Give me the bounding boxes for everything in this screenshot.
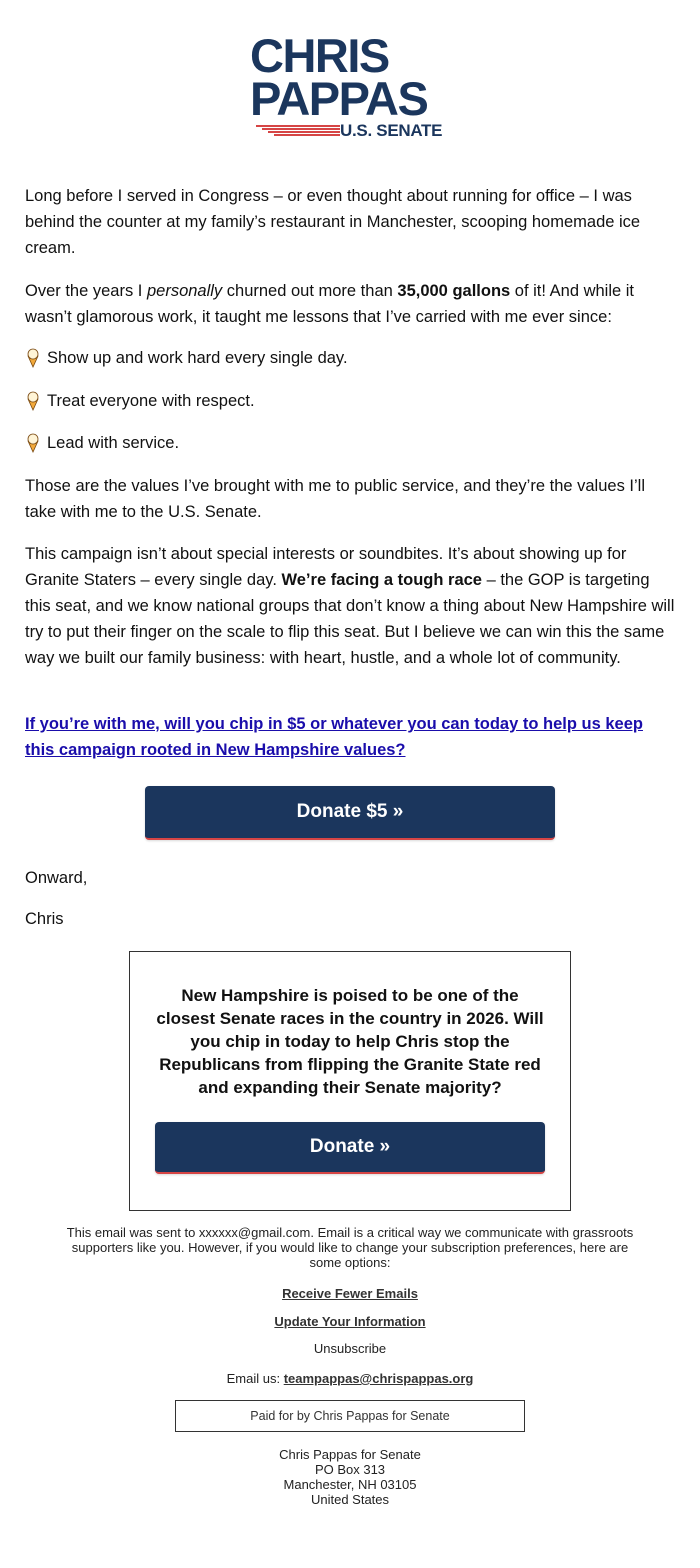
personally-emphasis: personally — [146, 282, 223, 300]
gallons-emphasis: 35,000 gallons — [397, 282, 511, 300]
value-bullet-text: Treat everyone with respect. — [47, 392, 255, 410]
footer-link-row — [60, 1314, 640, 1329]
paragraph-gallons — [25, 278, 675, 330]
donation-appeal-text: New Hampshire is poised to be one of the closest Senate races in the country in 2026. Will you chip in today to help Chris stop the Republicans from flipping the Granite State red and expanding their Senate majority? — [156, 986, 544, 1097]
address-line: United States — [310, 1492, 390, 1507]
donate-5-button[interactable]: Donate $5 » — [145, 786, 555, 840]
value-bullet-text: Show up and work hard every single day. — [47, 349, 348, 367]
unsubscribe-link[interactable]: Unsubscribe — [313, 1341, 387, 1356]
paragraph-gallons-part: of it! And while it wasn’t glamorous work, it taught me lessons that I’ve carried with me ever since: — [25, 282, 635, 326]
donation-appeal-box — [129, 951, 571, 1211]
ice-cream-cone-icon — [25, 433, 41, 453]
donate-button[interactable]: Donate » — [155, 1122, 545, 1174]
campaign-logo — [248, 29, 454, 142]
value-bullet-text: Lead with service. — [47, 434, 180, 452]
value-bullet — [25, 430, 675, 456]
paragraph-campaign-part: This campaign isn’t about special interests or soundbites. It’s about showing up for Granite Staters – every single day. — [25, 545, 627, 589]
paragraph-campaign — [25, 541, 675, 671]
ice-cream-cone-icon — [25, 391, 41, 411]
receive-fewer-emails-link[interactable]: Receive Fewer Emails — [282, 1286, 418, 1301]
footer-email-row — [60, 1371, 640, 1386]
update-information-link[interactable]: Update Your Information — [274, 1314, 426, 1329]
paragraph-gallons-part: Over the years I — [25, 282, 147, 300]
paragraph-gallons-part: churned out more than — [222, 282, 398, 300]
tough-race-emphasis: We’re facing a tough race — [281, 571, 482, 589]
paragraph-values: Those are the values I’ve brought with me to public service, and they’re the values I’ll take with me to the U.S. Senate. — [25, 477, 645, 521]
signoff-signature: Chris — [25, 910, 64, 928]
email-us-label: Email us: — [226, 1371, 284, 1386]
address-line: Chris Pappas for Senate — [279, 1447, 421, 1462]
logo-first-name: CHRIS — [250, 29, 389, 82]
address-line: PO Box 313 — [314, 1462, 386, 1477]
address-line: Manchester, NH 03105 — [283, 1477, 417, 1492]
value-bullet — [25, 388, 675, 414]
paid-for-disclaimer: Paid for by Chris Pappas for Senate — [175, 1400, 525, 1432]
logo-stripes-icon — [256, 125, 340, 137]
signoff-onward: Onward, — [25, 869, 88, 887]
mailing-address — [60, 1447, 640, 1507]
footer-notice: This email was sent to xxxxxx@gmail.com. Email is a critical way we communicate with grassroots supporters like you. However, if you would like to change your subscription preferences, here are some options: — [66, 1225, 634, 1270]
value-bullet — [25, 345, 675, 371]
footer-link-row — [60, 1286, 640, 1301]
paragraph-campaign-part: – the GOP is targeting this seat, and we know national groups that don’t know a thing about New Hampshire will try to put their finger on the scale to flip this seat. But I believe we can win this the same way we built our family business: with heart, hustle, and a whole lot of community. — [25, 571, 675, 667]
donation-ask-link[interactable]: If you’re with me, will you chip in $5 or whatever you can today to help us keep this campaign rooted in New Hampshire values? — [25, 715, 643, 759]
logo-subtitle: U.S. SENATE — [340, 121, 443, 140]
logo-last-name: PAPPAS — [250, 72, 428, 125]
ice-cream-cone-icon — [25, 348, 41, 368]
contact-email-link[interactable]: teampappas@chrispappas.org — [283, 1371, 474, 1386]
paragraph-intro: Long before I served in Congress – or even thought about running for office – I was behind the counter at my family’s restaurant in Manchester, scooping homemade ice cream. — [25, 187, 641, 257]
